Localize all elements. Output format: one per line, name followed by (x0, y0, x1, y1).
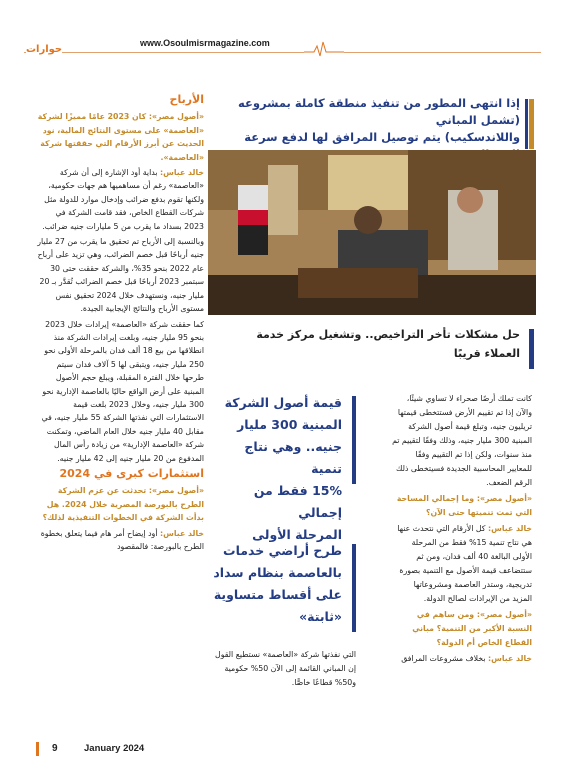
answer-1 (34, 166, 204, 233)
speaker-name: خالد عباس: (487, 654, 532, 663)
question-1: «أصول مصر»: كان 2023 عامًا مميزًا لشركة «العاصمة» على مستوى النتائج المالية، نود الحديث عن أبرز الأرقام التي حققتها شركة «العاصمة». (37, 112, 204, 162)
pull-quote-line: بالعاصمة بنظام سداد (213, 565, 342, 580)
pulse-icon (304, 38, 344, 58)
pull-quote-line: جنيه.. وهي نتاج تنمية (244, 439, 342, 476)
answer-r2 (392, 652, 532, 666)
sub-heading-line1: حل مشكلات تأخر التراخيص.. وتشغيل مركز خدمة (256, 328, 520, 341)
header-rule (24, 52, 541, 53)
answer-r1-text: كل الأرقام التي نتحدث عنها هي نتاج تنمية 15% فقط من المرحلة الأولى البالغة 40 ألف فدان، ومن ثم ستتضاعف قيمة الأصول مع التنمية بصورة تدريجية، وستدر العاصمة ومشروعاتها المزيد من الإيرادات لصالح الدولة. (397, 524, 532, 603)
paragraph-2: وبالنسبة إلى الأرباح تم تحقيق ما يقرب من 27 مليار جنيه أرباحًا قبل خصم الضرائب، وهي تزيد على أرباح عام 2022 بنحو 35%، والشركة حققت حتى 30 سبتمبر 2023 أرباحًا قبل خصم الضرائب تُقدَّر بـ 20 مليار جنيه، ونستهدف خلال 2024 تحقيق نفس مستوى الأرباح والنتائج الإيجابية الجيدة. (37, 237, 204, 314)
heading-accent-bar-2 (525, 99, 528, 149)
answer-2 (34, 527, 204, 554)
main-heading-line1: إذا انتهى المطور من تنفيذ منطقة كاملة بمشروعه (تشمل المباني (237, 96, 520, 127)
page-number: 9 (52, 743, 58, 754)
question-2: «أصول مصر»: تحدثت عن عزم الشركة الطرح بالبورصة المصرية خلال 2024. هل بدأت الشركة في الخطوات التنفيذية لذلك؟ (42, 486, 204, 523)
subheading-accent-bar (529, 329, 534, 369)
pull-quote-bar (352, 544, 356, 632)
pull-quote-line: على أقساط متساوية (213, 587, 342, 602)
sub-heading (250, 325, 520, 375)
pull-quote-line: المبنية 300 مليار (237, 417, 342, 432)
answer-r1 (392, 522, 532, 606)
pull-quote-bar (352, 396, 356, 484)
main-heading-line2: واللاندسكيب) يتم توصيل المرافق لها لدفع سرعة (244, 130, 520, 144)
section-label: حوارات (26, 44, 63, 55)
interview-photo (208, 150, 536, 315)
pull-quote-line: المرحلة الأولى (252, 527, 342, 542)
footer-accent-bar (36, 742, 39, 756)
sub-heading-line2: العملاء قريبًا (453, 347, 520, 360)
right-column (392, 392, 532, 668)
question-r1: «أصول مصر»: وما إجمالي المساحة التي تمت تنميتها حتى الآن؟ (396, 494, 532, 517)
speaker-name: خالد عباس: (159, 528, 204, 538)
answer-2-text: أود إيضاح أمر هام فيما يتعلق بخطوة الطرح بالبورصة: فالمقصود (40, 528, 204, 551)
answer-1-text: بداية أود الإشارة إلى أن شركة «العاصمة» رغم أن مساهميها هم جهات حكومية، ولكنها تقوم بدفع ضرائب وإدخال موارد للدولة مثل شركات القطاع الخاص، فقد قامت الشركة في 2023 بسداد ما يقرب من 5 مليارات جنيه ضرائب. (42, 168, 204, 231)
middle-text: التي نفذتها شركة «العاصمة» نستطيع القول إن المباني القائمة إلى الآن 50% حكومية و50% قطاعًا خاصًّا. (215, 650, 356, 687)
pull-quote-land (212, 540, 342, 628)
left-column (34, 93, 204, 555)
pull-quote-line: «ثابتة» (299, 609, 342, 624)
paragraph-3: كما حققت شركة «العاصمة» إيرادات خلال 2023 بنحو 95 مليار جنيه، وبلغت إيرادات الشركة منذ انطلاقها من بيع 18 ألف فدان بالمرحلة الأولى نحو 250 مليار جنيه، ويتبقى لها 5 آلاف فدان سيتم طرحها خلال الفترة المقبلة، ويبلغ حجم الأصول المبنية على أرض الواقع حاليًا بالعاصمة الإدارية نحو 300 مليار جنيه، وخلال 2023 بلغت قيمة الاستثمارات التي نفذتها الشركة 55 مليار جنيه، في مقابل 40 مليار جنيه خلال العام الماضي، وتمكنت شركة «العاصمة الإدارية» من زيادة رأس المال المدفوع من 20 مليار جنيه إلى 42 مليار جنيه. (41, 319, 204, 463)
page-header (24, 38, 541, 60)
pull-quote-line: 15% فقط من إجمالي (253, 483, 342, 520)
speaker-name: خالد عباس: (487, 524, 532, 533)
pull-quote-line: قيمة أصول الشركة (224, 395, 342, 410)
page-footer (36, 742, 541, 758)
issue-date: January 2024 (84, 743, 145, 754)
question-r2: «أصول مصر»: ومن ساهم في النسبة الأكبر من التنمية؟ مباني القطاع الخاص أم الدولة؟ (412, 610, 532, 647)
main-heading (215, 95, 520, 150)
magazine-url[interactable]: www.Osoulmisrmagazine.com (136, 38, 274, 48)
section-title-investments: استثمارات كبرى في 2024 (59, 466, 204, 480)
speaker-name: خالد عباس: (159, 168, 204, 178)
answer-r2-text: بخلاف مشروعات المرافق (401, 654, 486, 663)
heading-accent-bar (529, 99, 534, 149)
pull-quote-assets (212, 392, 342, 546)
paragraph-r1: كانت تملك أرضًا صحراء لا تساوي شيئًا، والآن إذا تم تقييم الأرض فستتخطى قيمتها تريليون جنيه، وتبلغ قيمة أصول الشركة المبنية 300 مليار جنيه، وذلك وفقًا لتقييم تم منذ سنوات، ولكن إذا تم التقييم وفقًا للمعايير المحاسبية الجديدة فسيتخطى ذلك الرقم الضعف. (392, 394, 532, 487)
section-title-profits: الأرباح (169, 93, 204, 106)
pull-quote-line: طرح أراضي خدمات (223, 543, 342, 558)
